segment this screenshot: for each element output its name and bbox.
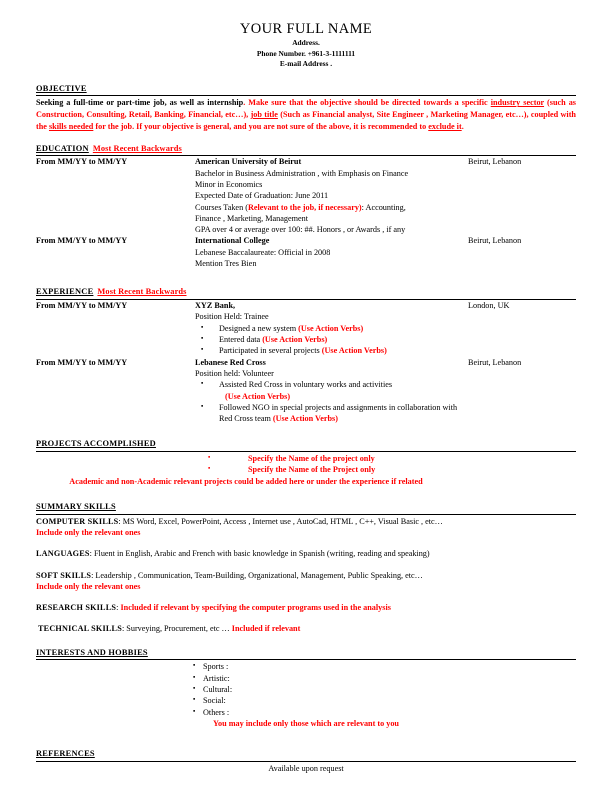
experience-employer: XYZ Bank,	[195, 301, 236, 311]
skill-value: : Surveying, Procurement, etc …	[121, 624, 232, 634]
section-title-objective: OBJECTIVE	[36, 83, 87, 93]
education-institution: International College	[195, 236, 270, 246]
section-note-education: Most Recent Backwards	[92, 143, 182, 153]
references-line: Available upon request	[268, 763, 344, 773]
experience-entry-location: London, UK	[468, 301, 510, 311]
education-entry	[36, 235, 576, 269]
list-item	[196, 464, 576, 475]
objective-black-text: Seeking a full-time or part-time job, as well as internship	[36, 98, 244, 108]
experience-position: Position Held: Trainee	[195, 312, 269, 322]
list-item	[195, 345, 464, 356]
objective-red-underline-exclude: exclude it	[428, 121, 462, 131]
skill-note: Include only the relevant ones	[36, 581, 141, 591]
section-header-projects	[36, 433, 576, 452]
experience-employer: Lebanese Red Cross	[195, 357, 266, 367]
experience-entry-main	[195, 357, 464, 425]
experience-position: Position held: Volunteer	[195, 368, 274, 378]
bullet-icon: ▪	[193, 662, 196, 670]
bullet-icon: ▪	[201, 346, 204, 354]
skill-label: TECHNICAL SKILLS	[38, 624, 122, 634]
skill-label: RESEARCH SKILLS	[36, 603, 117, 613]
section-header-experience	[36, 281, 576, 300]
objective-red-2: (such as Construction, Consulting, Retail, Banking, Financial, etc…),	[36, 98, 576, 120]
objective-red-3: (Such as Financial analyst, Site Engineer , Marketing Manager, etc…), coupled with the	[36, 110, 576, 131]
skill-block-research	[36, 602, 576, 613]
skill-value: : Leadership , Communication, Team-Building, Organizational, Management, Public Speaking, etc…	[91, 570, 423, 580]
experience-bullet-list	[195, 323, 464, 357]
list-item	[195, 402, 464, 425]
skill-block-computer	[36, 516, 576, 539]
skill-value: : MS Word, Excel, PowerPoint, Access , Internet use , AutoCad, HTML , C++, Visual Basic , etc…	[118, 516, 443, 526]
section-header-objective	[36, 78, 576, 97]
bullet-red-text: (Use Action Verbs)	[321, 346, 387, 356]
bullet-black-text: Entered data	[219, 334, 263, 344]
projects-bullet-list	[196, 453, 576, 476]
bullet-black-text: Designed a new system	[219, 323, 299, 333]
experience-entry	[36, 300, 576, 357]
education-entry	[36, 156, 576, 235]
interests-list	[191, 661, 576, 718]
section-header-education	[36, 138, 576, 157]
project-bullet-text: Specify the Name of the Project only	[248, 465, 376, 475]
bullet-icon: ▪	[193, 696, 196, 704]
experience-entry-location: Beirut, Lebanon	[468, 357, 522, 367]
education-entry-location: Beirut, Lebanon	[468, 157, 522, 167]
bullet-black-text: Assisted Red Cross in voluntary works and activities	[219, 380, 393, 390]
bullet-black-text: Participated in several projects	[219, 346, 322, 356]
section-header-interests	[36, 642, 576, 661]
interests-body	[191, 661, 576, 729]
list-item	[195, 379, 464, 402]
skill-label: SOFT SKILLS	[36, 570, 92, 580]
education-detail-line: Lebanese Baccalaureate: Official in 2008	[195, 247, 331, 257]
education-entry-main	[195, 156, 464, 235]
section-note-experience: Most Recent Backwards	[97, 287, 187, 297]
interest-item-label: Artistic:	[203, 673, 230, 683]
education-detail-line: Bachelor in Business Administration , with Emphasis on Finance	[195, 168, 409, 178]
courses-red-note: Relevant to the job, if necessary)	[247, 202, 362, 212]
skill-value: : Fluent in English, Arabic and French with basic knowledge in Spanish (writing, reading and speaking)	[89, 549, 430, 559]
bullet-red-text: (Use Action Verbs)	[225, 391, 291, 401]
section-title-summary-skills: SUMMARY SKILLS	[36, 501, 116, 511]
courses-suffix: : Accounting,	[361, 202, 406, 212]
skill-block-languages	[36, 548, 576, 559]
list-item	[191, 707, 576, 718]
section-header-references	[36, 743, 576, 762]
objective-red-5: .	[461, 121, 464, 131]
education-entry-date: From MM/YY to MM/YY	[36, 157, 128, 167]
interests-note: You may include only those which are relevant to you	[213, 718, 399, 728]
objective-body	[36, 97, 576, 132]
objective-red-underline-jobtitle: job title	[250, 110, 278, 120]
experience-entry-date: From MM/YY to MM/YY	[36, 301, 128, 311]
experience-entry-date: From MM/YY to MM/YY	[36, 357, 128, 367]
skill-label: COMPUTER SKILLS	[36, 516, 119, 526]
list-item	[191, 695, 576, 706]
list-item	[191, 684, 576, 695]
section-title-references: REFERENCES	[36, 749, 95, 759]
email-line: E-mail Address .	[279, 59, 333, 69]
section-title-interests: INTERESTS AND HOBBIES	[36, 647, 148, 657]
bullet-icon: ▪	[201, 334, 204, 342]
skill-block-technical	[38, 623, 576, 634]
experience-bullet-list	[195, 379, 464, 424]
bullet-icon: ▪	[193, 673, 196, 681]
address-line: Address.	[292, 38, 320, 48]
education-detail-line: Minor in Economics	[195, 179, 263, 189]
bullet-icon: ▪	[193, 684, 196, 692]
phone-line: Phone Number. +961-3-1111111	[256, 48, 356, 58]
interest-item-label: Social:	[203, 696, 226, 706]
list-item	[195, 323, 464, 334]
project-bullet-text: Specify the Name of the project only	[248, 454, 375, 464]
skill-note-inline: Included if relevant	[231, 624, 301, 634]
education-institution: American University of Beirut	[195, 157, 302, 167]
education-gpa-line: GPA over 4 or average over 100: ##. Honors , or Awards , if any	[195, 225, 406, 235]
education-detail-line: Mention Tres Bien	[195, 259, 257, 269]
interest-item-label: Cultural:	[203, 684, 233, 694]
skill-label: LANGUAGES	[36, 549, 90, 559]
projects-body	[196, 453, 576, 476]
courses-prefix: Courses Taken (	[195, 202, 248, 212]
skill-value: :	[116, 603, 121, 613]
objective-red-1: . Make sure that the objective should be directed towards a specific	[243, 98, 491, 108]
bullet-red-text: (Use Action Verbs)	[262, 334, 328, 344]
bullet-icon: ▪	[201, 380, 204, 388]
education-entry-date: From MM/YY to MM/YY	[36, 236, 128, 246]
list-item	[195, 334, 464, 345]
bullet-red-text: (Use Action Verbs)	[298, 323, 364, 333]
bullet-red-text: (Use Action Verbs)	[272, 414, 338, 424]
experience-entry	[36, 357, 576, 425]
projects-note: Academic and non-Academic relevant projects could be added here or under the experience if related	[69, 476, 423, 486]
education-courses-line	[195, 202, 464, 213]
objective-red-underline-industry: industry sector	[490, 98, 545, 108]
objective-red-4: for the job. If your objective is general, and you are not sure of the above, it is recommended to	[93, 121, 429, 131]
bullet-icon: ▪	[193, 707, 196, 715]
education-courses-line-2: Finance , Marketing, Management	[195, 213, 308, 223]
bullet-icon: ▪	[201, 323, 204, 331]
section-title-experience: EXPERIENCE	[36, 287, 94, 297]
section-header-summary-skills	[36, 496, 576, 515]
document-header	[36, 0, 576, 70]
page-title: YOUR FULL NAME	[239, 21, 373, 37]
education-entry-location: Beirut, Lebanon	[468, 236, 522, 246]
list-item	[191, 673, 576, 684]
bullet-icon: ▪	[208, 454, 211, 462]
page-content	[36, 0, 576, 773]
section-title-education: EDUCATION	[36, 143, 89, 153]
interest-item-label: Others :	[203, 707, 230, 717]
bullet-icon: ▪	[201, 402, 204, 410]
list-item	[196, 453, 576, 464]
bullet-black-text: Followed NGO in special projects and assignments in collaboration with Red Cross team	[219, 402, 458, 424]
list-item	[191, 661, 576, 672]
objective-red-underline-skills: skills needed	[48, 121, 94, 131]
bullet-icon: ▪	[208, 465, 211, 473]
skill-note-inline: Included if relevant by specifying the computer programs used in the analysis	[120, 603, 391, 613]
experience-entry-main	[195, 300, 464, 357]
skill-block-soft	[36, 570, 576, 593]
education-entry-main	[195, 235, 464, 269]
skill-note: Include only the relevant ones	[36, 527, 141, 537]
interest-item-label: Sports :	[203, 662, 229, 672]
section-title-projects: PROJECTS ACCOMPLISHED	[36, 439, 156, 449]
education-detail-line: Expected Date of Graduation: June 2011	[195, 191, 329, 201]
